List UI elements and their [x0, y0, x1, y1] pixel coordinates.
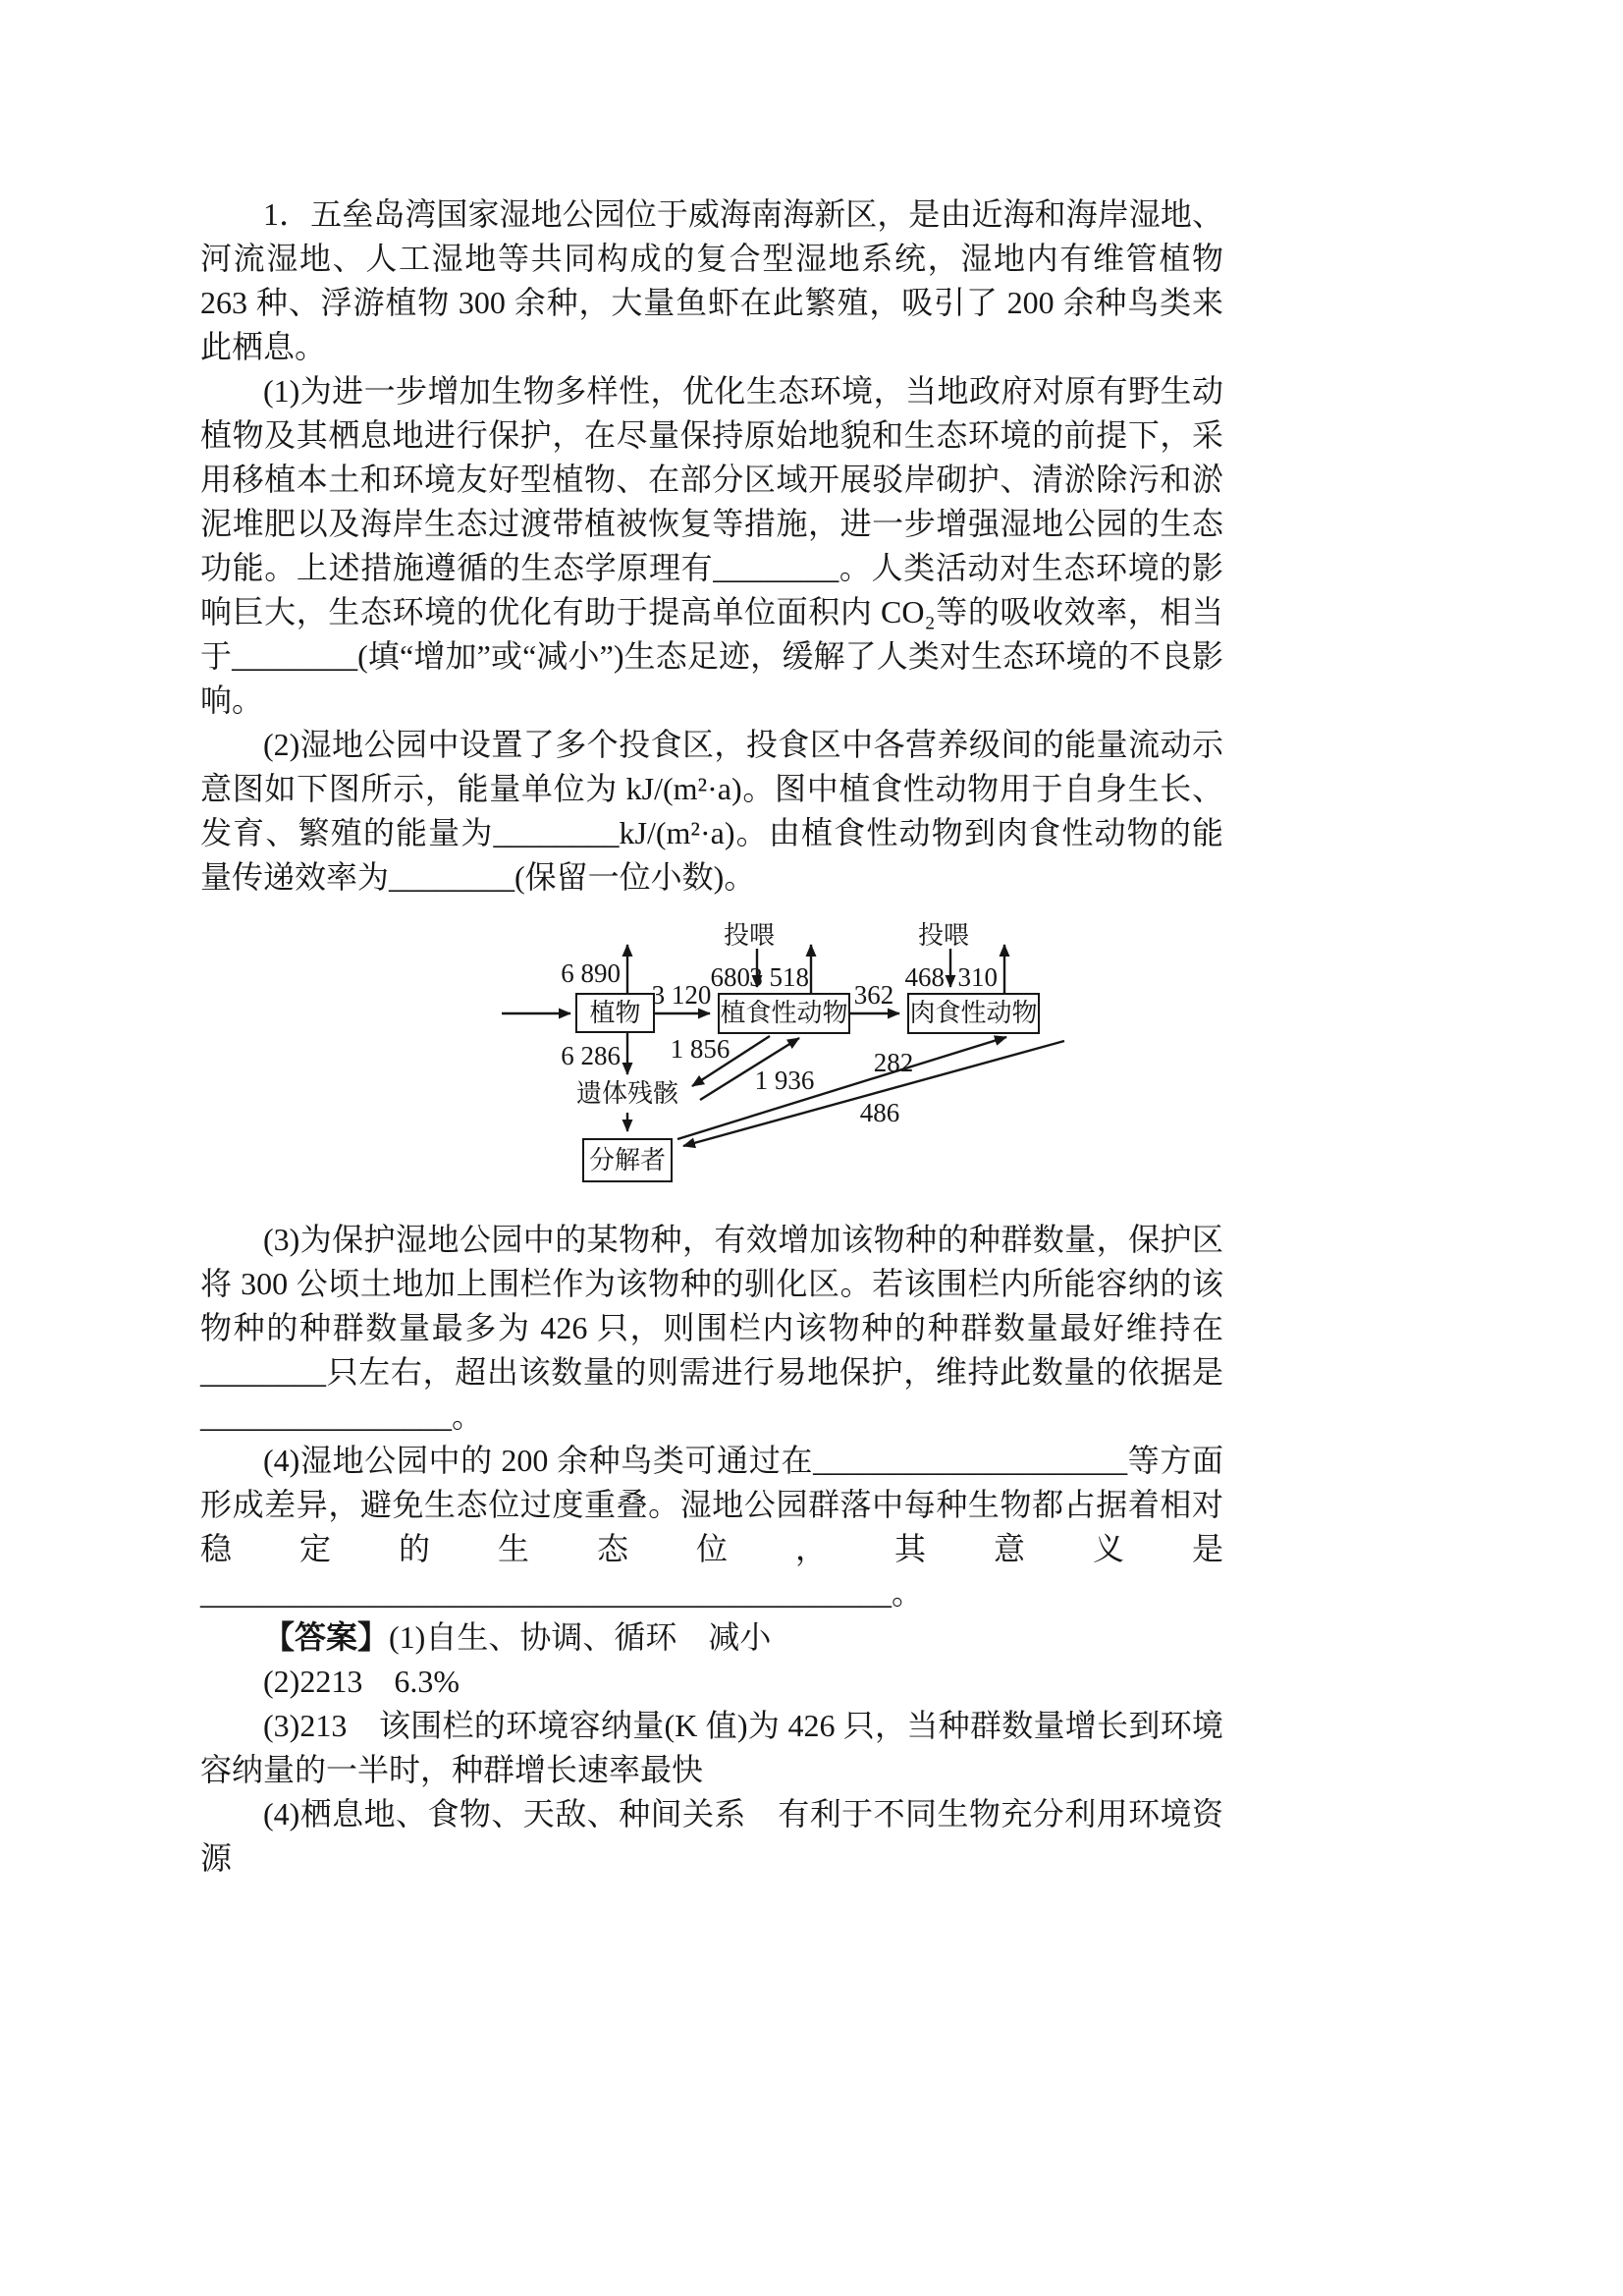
question-2-paragraph: (2)湿地公园中设置了多个投食区，投食区中各营养级间的能量流动示意图如下图所示，能量单位为 kJ/(m²·a)。图中植食性动物用于自身生长、发育、繁殖的能量为________kJ/(m²·a)。由植食性动物到肉食性动物的能量传递效率为________(保留一位小数)。 — [200, 727, 1223, 895]
value-feed-to-carnivores: 468 — [904, 962, 945, 992]
value-plants-to-herbivores: 3 120 — [651, 980, 712, 1010]
question-4-paragraph: (4)湿地公园中的 200 余种鸟类可通过在____________________等方面形成差异，避免生态位过度重叠。湿地公园群落中每种生物都占据着相对稳定的生态位，其意义是____________________________________________。 — [200, 1443, 1223, 1611]
decomposers-box-label: 分解者 — [588, 1145, 666, 1175]
value-herbivores-to-carnivores: 362 — [853, 980, 894, 1010]
plants-box-label: 植物 — [589, 998, 641, 1027]
value-carnivores-to-decomposers: 486 — [859, 1098, 900, 1127]
value-to-carnivores: 282 — [873, 1048, 914, 1077]
remains-label: 遗体残骸 — [575, 1079, 678, 1108]
intro-paragraph: 1．五垒岛湾国家湿地公园位于威海南海新区，是由近海和海岸湿地、河流湿地、人工湿地等共同构成的复合型湿地系统，湿地内有维管植物 263 种、浮游植物 300 余种，大量鱼虾在此繁殖，吸引了 200 余种鸟类来此栖息。 — [200, 196, 1223, 364]
value-remains-to-herbivores: 1 936 — [754, 1066, 815, 1095]
answer-line-4: (4)栖息地、食物、天敌、种间关系 有利于不同生物充分利用环境资源 — [200, 1796, 1223, 1876]
answer-line-1 — [200, 1615, 1223, 1660]
answer-line-3: (3)213 该围栏的环境容纳量(K 值)为 426 只，当种群数量增长到环境容纳量的一半时，种群增长速率最快 — [200, 1708, 1223, 1787]
answer-1-text: (1)自生、协调、循环 减小 — [389, 1619, 772, 1655]
feeding-label-carnivores: 投喂 — [917, 921, 969, 950]
value-plants-to-remains: 6 286 — [561, 1041, 621, 1070]
answer-label: 【答案】 — [263, 1619, 390, 1655]
question-1-paragraph: (1)为进一步增加生物多样性，优化生态环境，当地政府对原有野生动植物及其栖息地进行保护，在尽量保持原始地貌和生态环境的前提下，采用移植本土和环境友好型植物、在部分区域开展驳岸砌护、清淤除污和淤泥堆肥以及海岸生态过渡带植被恢复等措施，进一步增强湿地公园的生态功能。上述措施遵循的生态学原理有________。人类活动对生态环境的影响巨大，生态环境的优化有助于提高单位面积内 CO₂等的吸收效率，相当于________(填“增加”或“减小”)生态足迹，缓解了人类对生态环境的不良影响。 — [200, 373, 1223, 718]
herbivores-box-label: 植食性动物 — [720, 999, 848, 1028]
value-plants-respiration: 6 890 — [561, 958, 621, 988]
value-herbivores-respiration: 3 518 — [749, 962, 809, 992]
carnivores-box — [907, 993, 1040, 1034]
energy-flow-diagram — [467, 911, 1115, 1202]
value-feed-to-herbivores: 680 — [710, 962, 750, 992]
feeding-label-herbivores: 投喂 — [723, 921, 775, 950]
question-3-paragraph: (3)为保护湿地公园中的某物种，有效增加该物种的种群数量，保护区将 300 公顷土地加上围栏作为该物种的驯化区。若该围栏内所能容纳的该物种的种群数量最多为 426 只，则围栏内该物种的种群数量最好维持在________只左右，超出该数量的则需进行易地保护，维持此数量的依据是________________。 — [200, 1222, 1223, 1434]
herbivores-box — [718, 993, 850, 1034]
value-carnivores-respiration: 310 — [957, 962, 998, 992]
decomposers-box — [582, 1138, 673, 1182]
carnivores-box-label: 肉食性动物 — [909, 999, 1038, 1028]
value-herbivores-to-remains: 1 856 — [670, 1034, 730, 1064]
exam-question-block — [200, 192, 1223, 1881]
answer-line-2: (2)2213 6.3% — [263, 1664, 460, 1699]
